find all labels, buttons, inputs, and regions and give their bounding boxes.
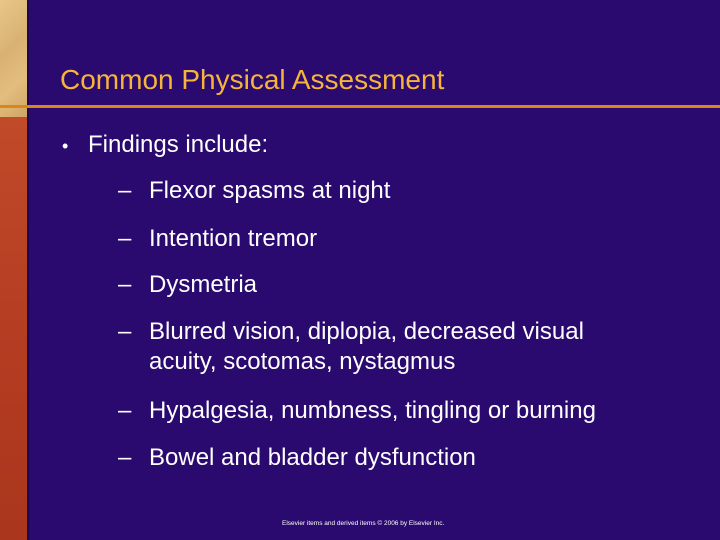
sub-item-bowel-bladder (118, 443, 698, 473)
sub-item-marker: – (118, 318, 132, 345)
sub-item-text: Dysmetria (149, 271, 258, 298)
slide-title: Common Physical Assessment (60, 64, 445, 95)
title-underline (56, 105, 720, 108)
sub-item-marker: – (118, 225, 132, 252)
sub-item-text: Bowel and bladder dysfunction (149, 444, 476, 471)
bullet-marker: • (62, 136, 69, 156)
copyright-footer: Elsevier items and derived items © 2006 by Elsevier Inc. (282, 520, 445, 527)
sub-item-dysmetria (118, 270, 698, 300)
decorative-stripe-edge (27, 0, 29, 540)
sub-item-marker: – (118, 177, 132, 204)
sub-item-marker: – (118, 271, 132, 298)
sub-item-text: Flexor spasms at night (149, 177, 391, 204)
title-underline-left (0, 105, 56, 108)
sub-item-sensory-symptoms (118, 396, 698, 426)
decorative-stripe-tan (0, 0, 27, 117)
sub-item-intention-tremor (118, 224, 698, 254)
sub-item-text: Intention tremor (149, 225, 318, 252)
sub-item-marker: – (118, 397, 132, 424)
sub-item-marker: – (118, 444, 132, 471)
sub-item-text: Blurred vision, diplopia, decreased visual acuity, scotomas, nystagmus (149, 318, 584, 375)
sub-item-visual-symptoms (118, 317, 648, 377)
sub-item-text: Hypalgesia, numbness, tingling or burning (149, 397, 596, 424)
sub-item-flexor-spasms (118, 176, 698, 206)
bullet-findings (62, 130, 268, 161)
decorative-stripe-red (0, 117, 27, 540)
bullet-text: Findings include: (88, 131, 269, 158)
